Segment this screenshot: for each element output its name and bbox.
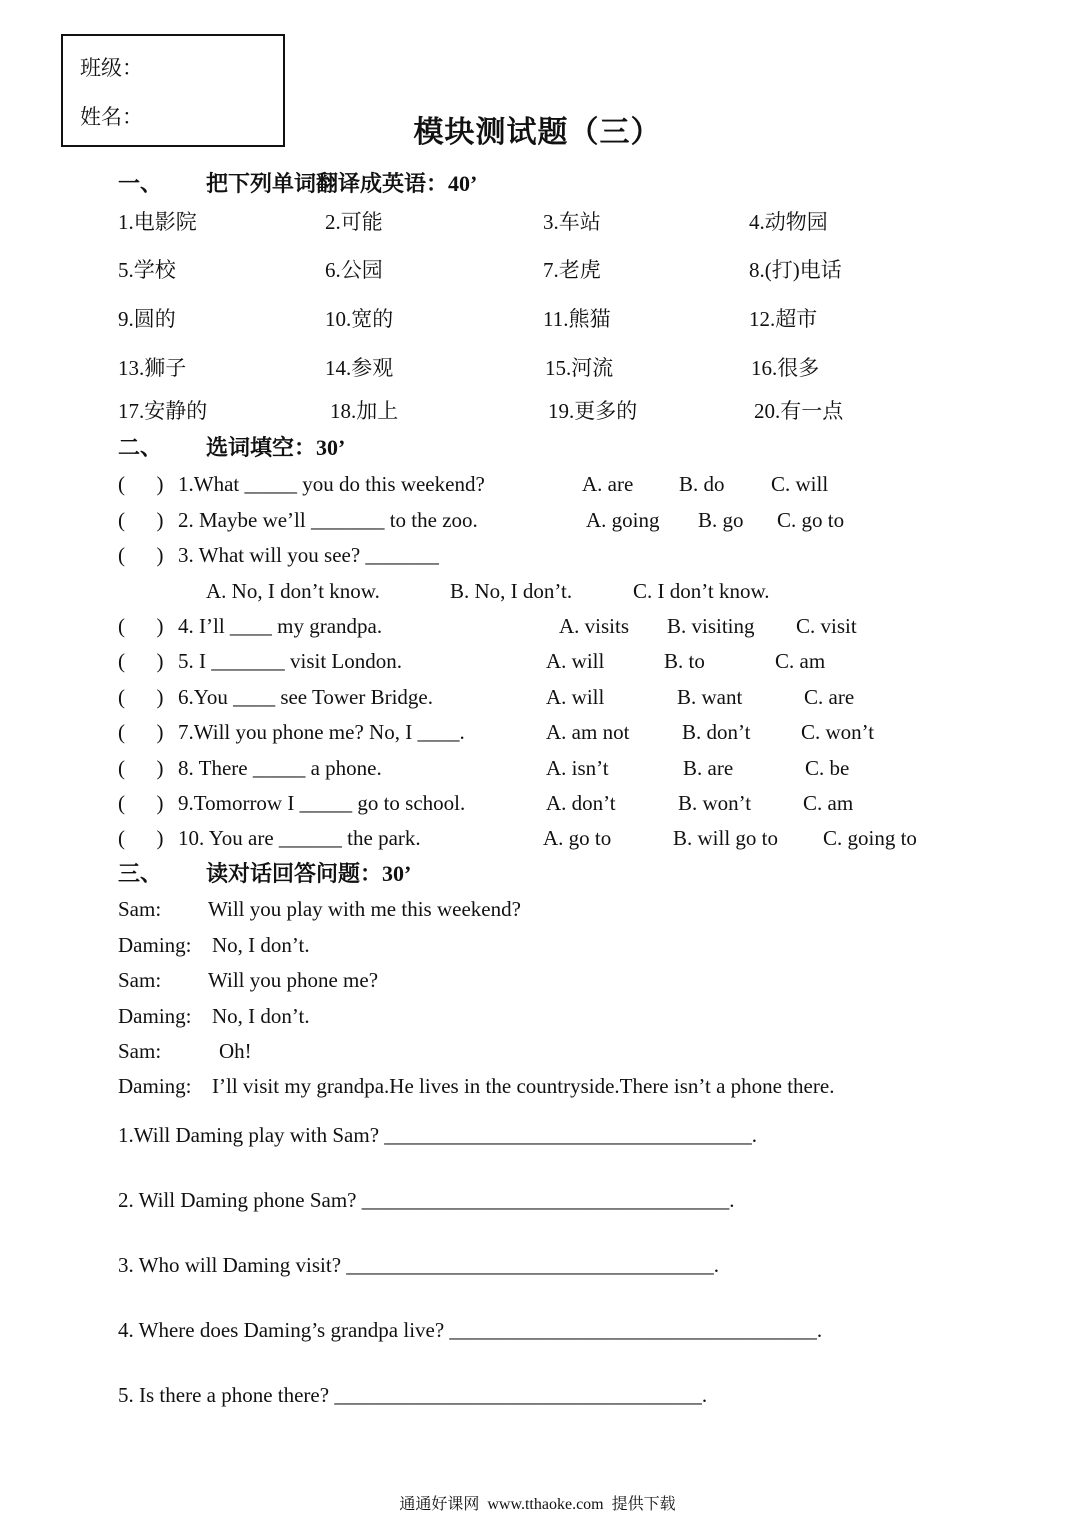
word-item: 11.熊猫	[543, 307, 611, 331]
option-a: A. will	[546, 685, 605, 709]
option-a: A. visits	[559, 614, 630, 638]
dialogue-line: No, I don’t.	[212, 933, 310, 957]
option-a: A. go to	[543, 826, 612, 850]
word-item: 6.公园	[325, 258, 383, 282]
option-b: B. won’t	[678, 791, 752, 815]
option-b: B. go	[698, 508, 744, 532]
speaker: Sam:	[118, 1039, 162, 1063]
option-a: A. going	[586, 508, 660, 532]
option-b: B. will go to	[673, 826, 779, 850]
option-b: B. visiting	[667, 614, 755, 638]
section2-heading: 选词填空：30’	[206, 435, 346, 460]
option-a: A. don’t	[546, 791, 616, 815]
option-b: B. are	[683, 756, 734, 780]
word-item: 18.加上	[330, 399, 399, 423]
answer-paren: ( )	[118, 508, 164, 532]
option-a: A. am not	[546, 720, 630, 744]
answer-paren: ( )	[118, 649, 164, 673]
option-b: B. want	[677, 685, 743, 709]
question-stem: 5. I _______ visit London.	[178, 649, 402, 673]
option-a: A. No, I don’t know.	[206, 579, 380, 603]
word-item: 16.很多	[751, 356, 820, 380]
option-b: B. No, I don’t.	[450, 579, 573, 603]
word-item: 15.河流	[545, 356, 614, 380]
question-stem: 3. What will you see? _______	[178, 543, 439, 567]
footer-watermark: 通通好课网 www.tthaoke.com 提供下载	[399, 1496, 676, 1513]
comprehension-question: 2. Will Daming phone Sam? ___________________________________.	[118, 1188, 735, 1212]
comprehension-question: 3. Who will Daming visit? ___________________________________.	[118, 1253, 720, 1277]
answer-paren: ( )	[118, 756, 164, 780]
word-item: 10.宽的	[325, 307, 394, 331]
option-c: C. visit	[796, 614, 857, 638]
option-c: C. be	[805, 756, 850, 780]
question-stem: 8. There _____ a phone.	[178, 756, 382, 780]
word-item: 17.安静的	[118, 399, 208, 423]
word-item: 4.动物园	[749, 210, 828, 234]
dialogue-line: Will you play with me this weekend?	[208, 897, 521, 921]
option-b: B. do	[679, 472, 725, 496]
section3-heading: 读对话回答问题：30’	[206, 861, 412, 886]
option-b: B. to	[664, 649, 705, 673]
word-item: 8.(打)电话	[749, 258, 842, 282]
question-stem: 6.You ____ see Tower Bridge.	[178, 685, 433, 709]
speaker: Sam:	[118, 897, 162, 921]
word-item: 9.圆的	[118, 307, 176, 331]
question-stem: 2. Maybe we’ll _______ to the zoo.	[178, 508, 478, 532]
speaker: Daming:	[118, 1074, 192, 1098]
class-label: 班级：	[80, 56, 143, 80]
dialogue-line: Oh!	[219, 1039, 252, 1063]
page-title: 模块测试题（三）	[413, 116, 662, 149]
answer-paren: ( )	[118, 685, 164, 709]
option-c: C. will	[771, 472, 829, 496]
option-a: A. isn’t	[546, 756, 609, 780]
option-c: C. going to	[823, 826, 917, 850]
word-item: 20.有一点	[754, 399, 844, 423]
option-a: A. will	[546, 649, 605, 673]
answer-paren: ( )	[118, 826, 164, 850]
question-stem: 9.Tomorrow I _____ go to school.	[178, 791, 466, 815]
question-stem: 1.What _____ you do this weekend?	[178, 472, 485, 496]
question-stem: 7.Will you phone me? No, I ____.	[178, 720, 465, 744]
answer-paren: ( )	[118, 472, 164, 496]
word-item: 14.参观	[325, 356, 394, 380]
option-c: C. am	[775, 649, 826, 673]
word-item: 13.狮子	[118, 356, 187, 380]
word-item: 5.学校	[118, 258, 176, 282]
word-item: 1.电影院	[118, 210, 197, 234]
comprehension-question: 4. Where does Daming’s grandpa live? ___________________________________.	[118, 1318, 823, 1342]
option-c: C. are	[804, 685, 855, 709]
word-item: 7.老虎	[543, 258, 601, 282]
word-item: 12.超市	[749, 307, 818, 331]
comprehension-question: 1.Will Daming play with Sam? ___________________________________.	[118, 1123, 758, 1147]
question-stem: 10. You are ______ the park.	[178, 826, 421, 850]
answer-paren: ( )	[118, 614, 164, 638]
speaker: Daming:	[118, 933, 192, 957]
word-item: 3.车站	[543, 210, 601, 234]
option-b: B. don’t	[682, 720, 751, 744]
section3-number: 三、	[118, 861, 163, 886]
dialogue-line: I’ll visit my grandpa.He lives in the countryside.There isn’t a phone there.	[212, 1074, 835, 1098]
option-a: A. are	[582, 472, 634, 496]
word-item: 2.可能	[325, 210, 383, 234]
comprehension-question: 5. Is there a phone there? ___________________________________.	[118, 1383, 708, 1407]
question-stem: 4. I’ll ____ my grandpa.	[178, 614, 383, 638]
answer-paren: ( )	[118, 791, 164, 815]
word-item: 19.更多的	[548, 399, 638, 423]
section1-number: 一、	[118, 171, 163, 196]
option-c: C. am	[803, 791, 854, 815]
section1-heading: 把下列单词翻译成英语：40’	[206, 171, 478, 196]
speaker: Sam:	[118, 968, 162, 992]
answer-paren: ( )	[118, 720, 164, 744]
answer-paren: ( )	[118, 543, 164, 567]
section2-number: 二、	[118, 435, 163, 460]
dialogue-line: Will you phone me?	[208, 968, 379, 992]
option-c: C. go to	[777, 508, 845, 532]
option-c: C. won’t	[801, 720, 875, 744]
speaker: Daming:	[118, 1004, 192, 1028]
name-label: 姓名：	[80, 105, 143, 129]
dialogue-line: No, I don’t.	[212, 1004, 310, 1028]
option-c: C. I don’t know.	[633, 579, 770, 603]
